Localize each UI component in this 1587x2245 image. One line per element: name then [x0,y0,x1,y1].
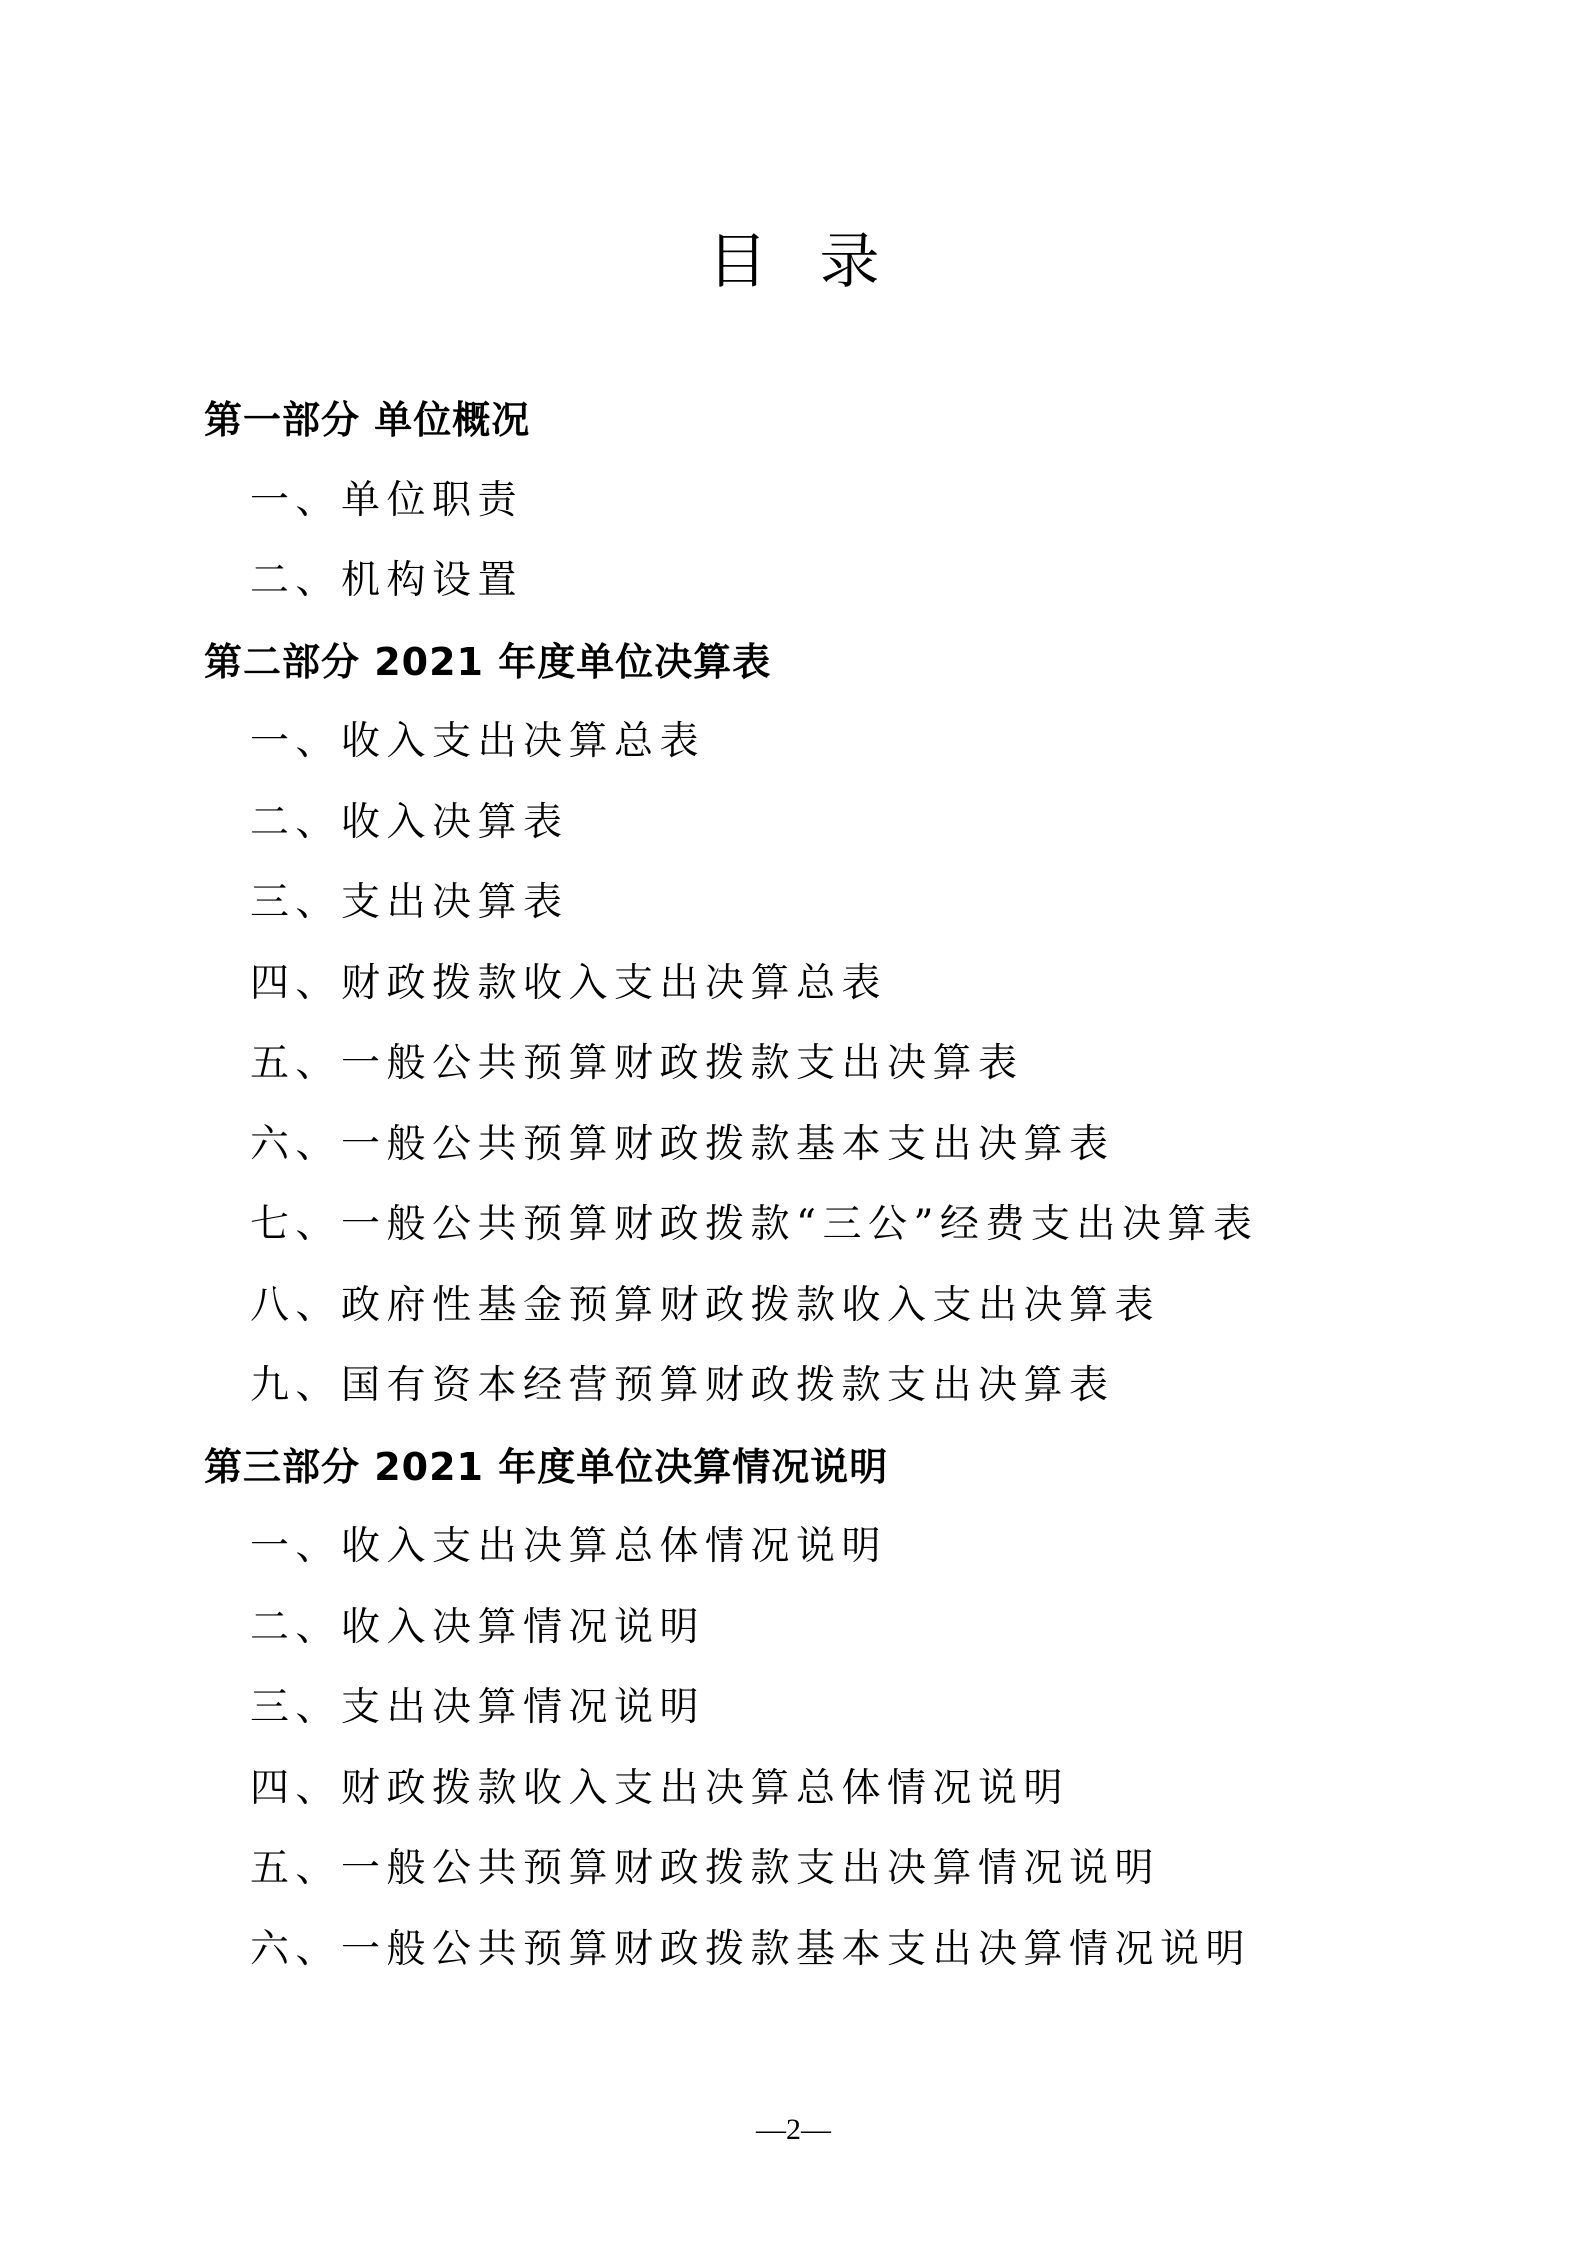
toc-entry: 九、国有资本经营预算财政拨款支出决算表 [250,1363,1115,1408]
toc-entry: 二、机构设置 [250,558,524,603]
toc-entry: 六、一般公共预算财政拨款基本支出决算表 [250,1121,1115,1167]
toc-entry: 一、收入支出决算总体情况说明 [250,1524,888,1569]
toc-section-heading: 第一部分 单位概况 [204,398,531,442]
toc-section-heading: 第二部分 2021 年度单位决算表 [204,639,772,684]
toc-entry: 三、支出决算表 [250,880,569,925]
toc-entry: 四、财政拨款收入支出决算总表 [250,960,888,1006]
toc-entry: 七、一般公共预算财政拨款“三公”经费支出决算表 [250,1202,1259,1247]
toc-entry: 五、一般公共预算财政拨款支出决算情况说明 [250,1846,1161,1891]
toc-entry: 六、一般公共预算财政拨款基本支出决算情况说明 [250,1926,1252,1972]
toc-entry: 一、收入支出决算总表 [250,719,706,764]
toc-entry: 五、一般公共预算财政拨款支出决算表 [250,1041,1024,1086]
toc-entry: 二、收入决算情况说明 [250,1604,706,1650]
toc-entry: 二、收入决算表 [250,799,569,845]
toc-entry: 八、政府性基金预算财政拨款收入支出决算表 [250,1282,1161,1328]
toc-entry: 三、支出决算情况说明 [250,1685,706,1730]
table-of-contents [0,380,1587,1990]
toc-entry: 一、单位职责 [250,477,524,523]
page-number: —2— [756,2113,831,2146]
toc-entry: 四、财政拨款收入支出决算总体情况说明 [250,1765,1070,1811]
page-title: 目录 [707,227,932,297]
toc-section-heading: 第三部分 2021 年度单位决算情况说明 [204,1444,889,1489]
